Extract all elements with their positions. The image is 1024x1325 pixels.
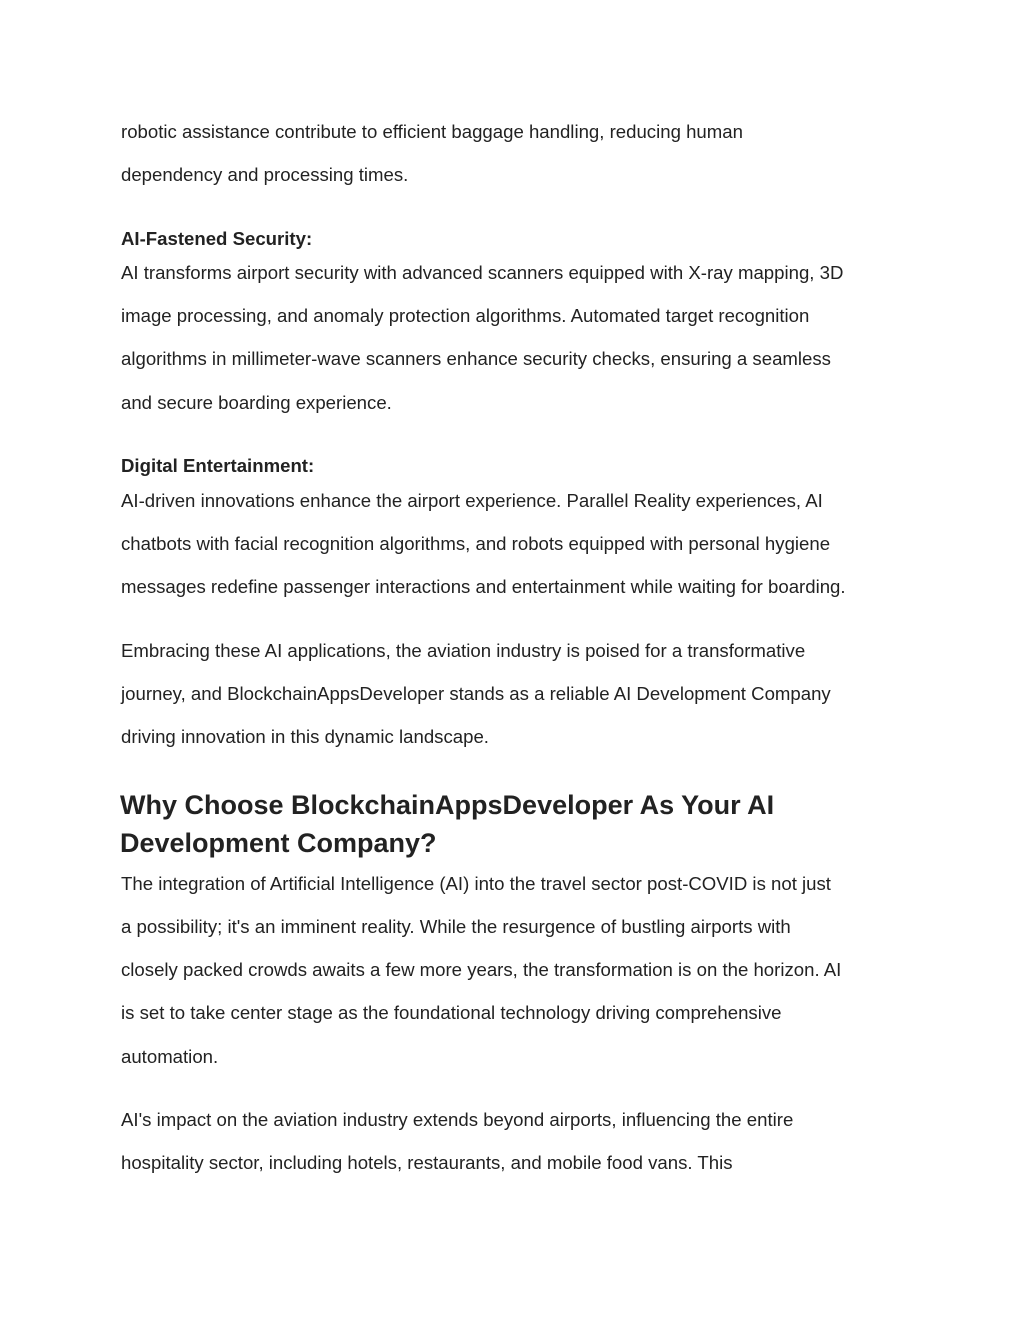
paragraph-line: automation. [121, 1046, 219, 1067]
paragraph-line: closely packed crowds awaits a few more years, the transformation is on the horizon. AI [121, 959, 842, 980]
paragraph-line: algorithms in millimeter-wave scanners enhance security checks, ensuring a seamless [121, 348, 831, 369]
section-heading: Why Choose BlockchainAppsDeveloper As Your AI [120, 790, 775, 820]
paragraph-line: a possibility; it's an imminent reality. While the resurgence of bustling airports with [121, 916, 791, 937]
paragraph-line: AI's impact on the aviation industry extends beyond airports, influencing the entire [121, 1109, 794, 1130]
security-subheading: AI-Fastened Security: [121, 228, 313, 249]
entertainment-subheading: Digital Entertainment: [121, 455, 315, 476]
paragraph-line: The integration of Artificial Intelligence (AI) into the travel sector post-COVID is not just [121, 873, 831, 894]
paragraph-line: driving innovation in this dynamic landscape. [121, 726, 489, 747]
paragraph-line: messages redefine passenger interactions and entertainment while waiting for boarding. [121, 576, 846, 597]
paragraph-line: hospitality sector, including hotels, restaurants, and mobile food vans. This [121, 1152, 733, 1173]
paragraph-line: image processing, and anomaly protection algorithms. Automated target recognition [121, 305, 810, 326]
section-heading: Development Company? [120, 828, 437, 858]
paragraph-line: AI-driven innovations enhance the airport experience. Parallel Reality experiences, AI [121, 490, 823, 511]
paragraph-line: Embracing these AI applications, the aviation industry is poised for a transformative [121, 640, 806, 661]
paragraph-line: chatbots with facial recognition algorithms, and robots equipped with personal hygiene [121, 533, 831, 554]
paragraph-line: and secure boarding experience. [121, 392, 392, 413]
paragraph-line: is set to take center stage as the foundational technology driving comprehensive [121, 1002, 782, 1023]
paragraph-line: journey, and BlockchainAppsDeveloper stands as a reliable AI Development Company [121, 683, 831, 704]
paragraph-line: AI transforms airport security with advanced scanners equipped with X-ray mapping, 3D [121, 262, 844, 283]
paragraph-line: robotic assistance contribute to efficient baggage handling, reducing human [121, 121, 743, 142]
paragraph-line: dependency and processing times. [121, 164, 409, 185]
